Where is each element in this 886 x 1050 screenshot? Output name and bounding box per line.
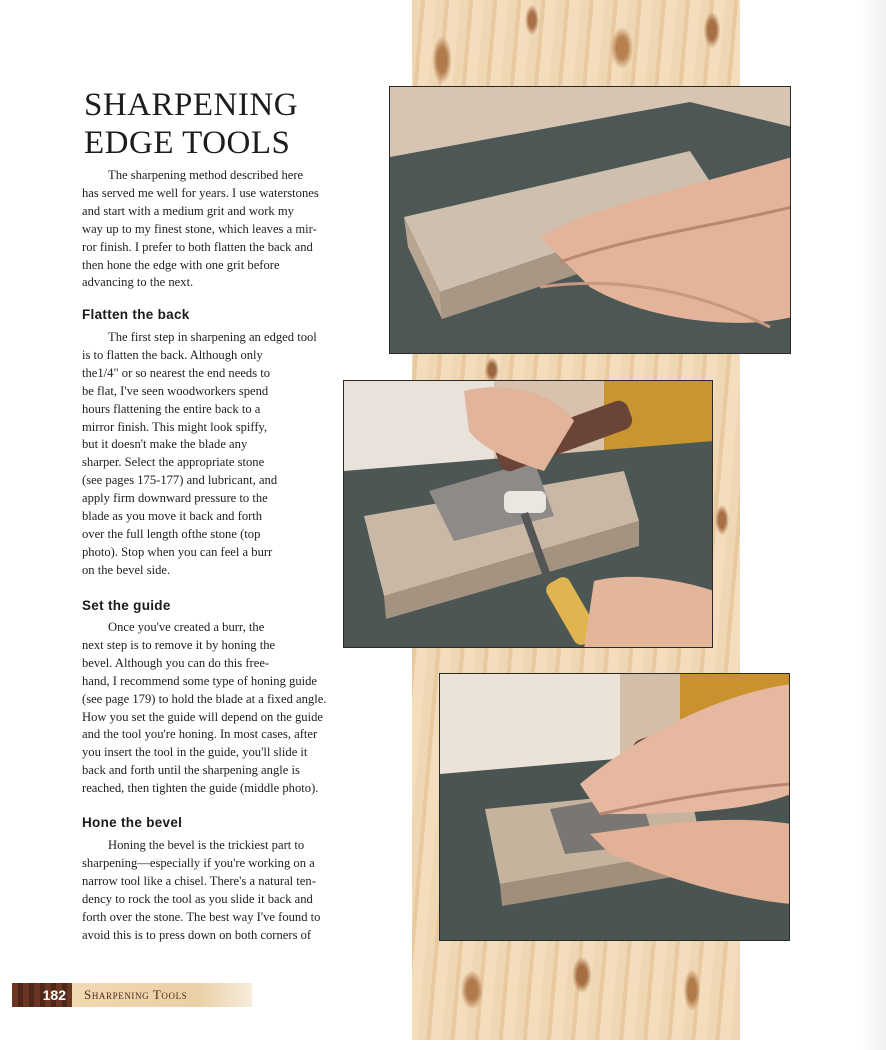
text-line: back and forth until the sharpening angle is — [82, 763, 300, 778]
intro-paragraph — [82, 167, 319, 292]
text-line: you insert the tool in the guide, you'll slide it — [82, 745, 308, 760]
text-line: (see pages 175-177) and lubricant, and — [82, 473, 278, 488]
text-line: photo). Stop when you can feel a burr — [82, 544, 273, 559]
text-line: advancing to the next. — [82, 275, 194, 290]
text-line: How you set the guide will depend on the guide — [82, 709, 323, 724]
title-line-2: EDGE TOOLS — [84, 125, 291, 161]
text-line: hours flattening the entire back to a — [82, 401, 261, 416]
text-line: on the bevel side. — [82, 562, 171, 577]
title-line-1: SHARPENING — [84, 87, 299, 123]
text-line: way up to my finest stone, which leaves a mir- — [82, 221, 317, 236]
text-line: (see page 179) to hold the blade at a fixed angle. — [82, 691, 327, 706]
text-line: is to flatten the back. Although only — [82, 347, 263, 362]
page-number: 182 — [12, 983, 72, 1007]
text-line: the1/4" or so nearest the end needs to — [82, 365, 271, 380]
text-line: over the full length ofthe stone (top — [82, 526, 261, 541]
text-line: The first step in sharpening an edged tool — [108, 330, 317, 344]
text-line: mirror finish. This might look spiffy, — [82, 419, 268, 434]
text-line: dency to rock the tool as you slide it back and — [82, 891, 313, 906]
text-line: ror finish. I prefer to both flatten the back and — [82, 239, 313, 254]
page-title — [84, 86, 384, 162]
paragraph-flatten — [82, 329, 317, 580]
text-line: sharper. Select the appropriate stone — [82, 455, 265, 470]
text-line: bevel. Although you can do this free- — [82, 655, 270, 670]
text-line: next step is to remove it by honing the — [82, 637, 276, 652]
photo-set-guide — [343, 380, 713, 648]
text-line: hand, I recommend some type of honing guide — [82, 673, 318, 688]
text-line: sharpening—especially if you're working on a — [82, 855, 315, 870]
photo-hone-bevel — [439, 673, 790, 941]
paragraph-guide — [82, 619, 326, 798]
text-line: narrow tool like a chisel. There's a natural ten- — [82, 873, 316, 888]
subhead-flatten: Flatten the back — [82, 307, 190, 322]
text-line: has served me well for years. I use waterstones — [82, 185, 319, 200]
text-line: and start with a medium grit and work my — [82, 203, 294, 218]
running-head: Sharpening Tools — [72, 983, 252, 1007]
text-line: forth over the stone. The best way I've found to — [82, 909, 321, 924]
text-line: then hone the edge with one grit before — [82, 257, 280, 272]
text-line: apply firm downward pressure to the — [82, 491, 268, 506]
text-line: avoid this is to press down on both corners of — [82, 927, 312, 942]
page-footer — [12, 983, 252, 1007]
text-line: but it doesn't make the blade any — [82, 437, 248, 452]
photo-flatten-back — [389, 86, 791, 354]
text-line: and the tool you're honing. In most cases, after — [82, 727, 318, 742]
paragraph-hone — [82, 837, 320, 944]
text-line: The sharpening method described here — [108, 168, 304, 182]
text-line: be flat, I've seen woodworkers spend — [82, 383, 269, 398]
page-edge — [860, 0, 886, 1050]
text-line: blade as you move it back and forth — [82, 509, 263, 524]
subhead-hone-bevel: Hone the bevel — [82, 815, 183, 830]
subhead-set-guide: Set the guide — [82, 598, 171, 613]
text-line: Once you've created a burr, the — [108, 620, 265, 634]
text-line: Honing the bevel is the trickiest part to — [108, 838, 305, 852]
text-line: reached, then tighten the guide (middle photo). — [82, 781, 319, 796]
